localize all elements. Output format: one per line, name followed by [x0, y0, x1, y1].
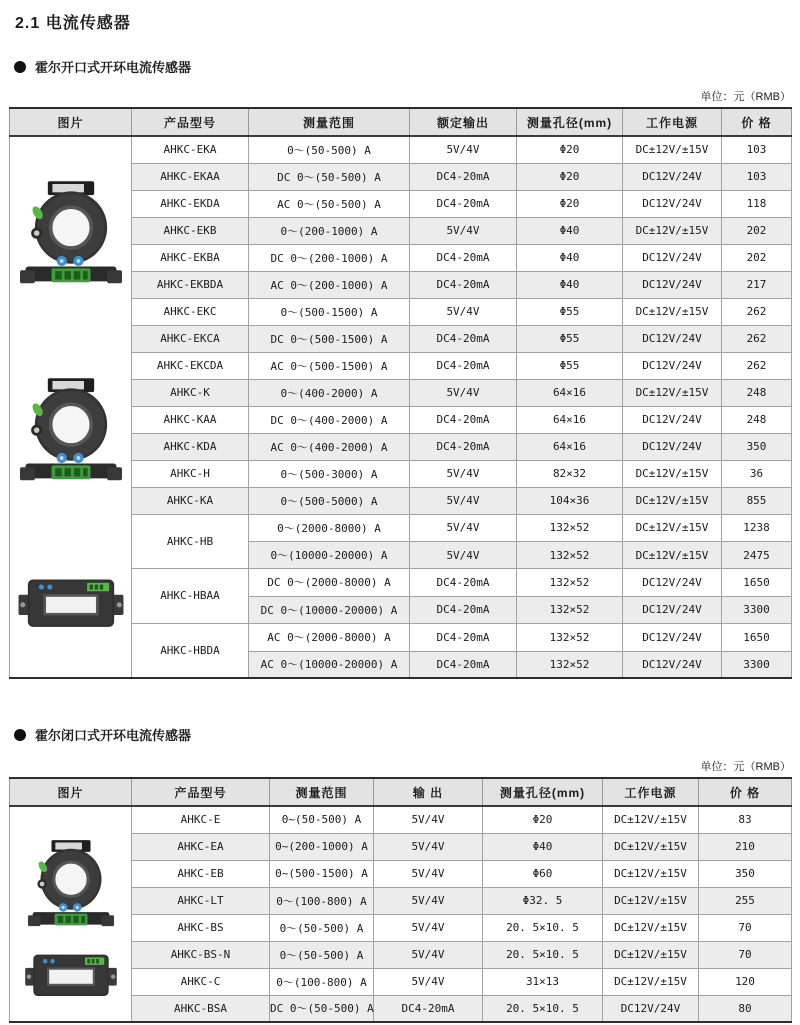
measure-range-cell: DC 0～(400-2000) A	[249, 406, 410, 433]
product-model-cell: AHKC-EKA	[132, 136, 249, 163]
product-model-cell: AHKC-EKB	[132, 217, 249, 244]
product-model-cell: AHKC-EKDA	[132, 190, 249, 217]
product-model-cell: AHKC-K	[132, 379, 249, 406]
product-model-cell: AHKC-EB	[132, 860, 270, 887]
work-power-cell: DC±12V/±15V	[623, 298, 722, 325]
rated-output-cell: DC4-20mA	[410, 190, 517, 217]
price-cell: 36	[722, 460, 792, 487]
price-cell: 255	[699, 887, 792, 914]
price-cell: 3300	[722, 596, 792, 623]
price-cell: 350	[699, 860, 792, 887]
rated-output-cell: DC4-20mA	[410, 433, 517, 460]
rated-output-cell: 5V/4V	[374, 941, 483, 968]
price-cell: 217	[722, 271, 792, 298]
price-cell: 855	[722, 487, 792, 514]
work-power-cell: DC±12V/±15V	[603, 833, 699, 860]
rated-output-cell: DC4-20mA	[374, 995, 483, 1022]
measure-range-cell: 0～(100-800) A	[270, 968, 374, 995]
measure-range-cell: AC 0～(10000-20000) A	[249, 651, 410, 678]
product-model-cell: AHKC-EKBDA	[132, 271, 249, 298]
measure-range-cell: DC 0～(200-1000) A	[249, 244, 410, 271]
work-power-cell: DC±12V/±15V	[603, 806, 699, 833]
photo-stack	[10, 807, 131, 1021]
aperture-cell: 132×52	[517, 569, 623, 597]
measure-range-cell: DC 0～(50-500) A	[270, 995, 374, 1022]
measure-range-cell: AC 0～(2000-8000) A	[249, 623, 410, 651]
rated-output-cell: 5V/4V	[410, 542, 517, 569]
rated-output-cell: 5V/4V	[410, 487, 517, 514]
work-power-cell: DC12V/24V	[623, 623, 722, 651]
work-power-cell: DC±12V/±15V	[603, 914, 699, 941]
aperture-cell: Φ20	[483, 806, 603, 833]
rated-output-cell: 5V/4V	[410, 379, 517, 406]
price-cell: 350	[722, 433, 792, 460]
work-power-cell: DC12V/24V	[623, 244, 722, 271]
measure-range-cell: AC 0～(200-1000) A	[249, 271, 410, 298]
product-model-cell: AHKC-KDA	[132, 433, 249, 460]
measure-range-cell: DC 0～(50-500) A	[249, 163, 410, 190]
price-cell: 262	[722, 352, 792, 379]
col-header-output: 额定输出	[410, 108, 517, 136]
work-power-cell: DC±12V/±15V	[623, 514, 722, 542]
price-cell: 83	[699, 806, 792, 833]
aperture-cell: 132×52	[517, 514, 623, 542]
col-header-model: 产品型号	[132, 778, 270, 806]
work-power-cell: DC±12V/±15V	[603, 887, 699, 914]
unit-label: 单位：元（RMB）	[700, 761, 791, 773]
aperture-cell: 82×32	[517, 460, 623, 487]
aperture-cell: 132×52	[517, 542, 623, 569]
aperture-cell: 132×52	[517, 651, 623, 678]
work-power-cell: DC12V/24V	[623, 651, 722, 678]
work-power-cell: DC±12V/±15V	[603, 860, 699, 887]
price-cell: 3300	[722, 651, 792, 678]
col-header-price: 价 格	[722, 108, 792, 136]
measure-range-cell: DC 0～(2000-8000) A	[249, 569, 410, 597]
aperture-cell: Φ40	[517, 217, 623, 244]
measure-range-cell: DC 0～(500-1500) A	[249, 325, 410, 352]
rated-output-cell: 5V/4V	[374, 968, 483, 995]
product-model-cell: AHKC-BS-N	[132, 941, 270, 968]
product-model-cell: AHKC-HBDA	[132, 623, 249, 678]
measure-range-cell: 0~(200-1000) A	[270, 833, 374, 860]
price-cell: 1238	[722, 514, 792, 542]
rated-output-cell: DC4-20mA	[410, 623, 517, 651]
measure-range-cell: 0～(200-1000) A	[249, 217, 410, 244]
aperture-cell: Φ32. 5	[483, 887, 603, 914]
price-cell: 2475	[722, 542, 792, 569]
work-power-cell: DC12V/24V	[623, 163, 722, 190]
product-photos-cell	[10, 806, 132, 1022]
header-row	[10, 108, 792, 136]
product-model-cell: AHKC-H	[132, 460, 249, 487]
col-header-aperture: 测量孔径(mm)	[517, 108, 623, 136]
col-header-power: 工作电源	[603, 778, 699, 806]
measure-range-cell: 0～(500-5000) A	[249, 487, 410, 514]
product-model-cell: AHKC-HB	[132, 514, 249, 569]
measure-range-cell: 0~(500-1500) A	[270, 860, 374, 887]
col-header-picture: 图片	[10, 778, 132, 806]
section-heading-label: 霍尔闭口式开环电流传感器	[35, 728, 192, 743]
measure-range-cell: AC 0～(50-500) A	[249, 190, 410, 217]
work-power-cell: DC±12V/±15V	[623, 542, 722, 569]
closed-type-sensor-table	[9, 777, 792, 1023]
aperture-cell: 20. 5×10. 5	[483, 995, 603, 1022]
price-cell: 1650	[722, 569, 792, 597]
open-rect-sensor-photo	[16, 573, 126, 635]
price-cell: 120	[699, 968, 792, 995]
work-power-cell: DC12V/24V	[623, 190, 722, 217]
rated-output-cell: 5V/4V	[374, 887, 483, 914]
unit-label: 单位：元（RMB）	[700, 91, 791, 103]
measure-range-cell: 0～(100-800) A	[270, 887, 374, 914]
col-header-price: 价 格	[699, 778, 792, 806]
measure-range-cell: 0～(50-500) A	[249, 136, 410, 163]
section-heading-closed-type	[14, 725, 791, 744]
measure-range-cell: AC 0～(400-2000) A	[249, 433, 410, 460]
price-cell: 103	[722, 136, 792, 163]
work-power-cell: DC±12V/±15V	[603, 941, 699, 968]
aperture-cell: 20. 5×10. 5	[483, 914, 603, 941]
aperture-cell: Φ40	[517, 271, 623, 298]
rated-output-cell: DC4-20mA	[410, 271, 517, 298]
section-heading-open-type	[14, 57, 791, 76]
aperture-cell: Φ55	[517, 352, 623, 379]
measure-range-cell: 0～(50-500) A	[270, 914, 374, 941]
col-header-model: 产品型号	[132, 108, 249, 136]
price-cell: 262	[722, 298, 792, 325]
price-cell: 103	[722, 163, 792, 190]
bullet-icon	[14, 61, 26, 73]
work-power-cell: DC12V/24V	[623, 406, 722, 433]
work-power-cell: DC±12V/±15V	[623, 487, 722, 514]
aperture-cell: Φ55	[517, 325, 623, 352]
rated-output-cell: 5V/4V	[374, 860, 483, 887]
measure-range-cell: 0～(2000-8000) A	[249, 514, 410, 542]
open-ring-sensor-photo-small	[20, 179, 122, 291]
aperture-cell: 104×36	[517, 487, 623, 514]
product-model-cell: AHKC-HBAA	[132, 569, 249, 624]
measure-range-cell: DC 0～(10000-20000) A	[249, 596, 410, 623]
price-cell: 262	[722, 325, 792, 352]
bullet-icon	[14, 729, 26, 741]
aperture-cell: Φ40	[483, 833, 603, 860]
rated-output-cell: 5V/4V	[410, 514, 517, 542]
col-header-output: 输 出	[374, 778, 483, 806]
rated-output-cell: DC4-20mA	[410, 163, 517, 190]
work-power-cell: DC±12V/±15V	[603, 968, 699, 995]
product-row	[10, 136, 792, 163]
aperture-cell: 64×16	[517, 406, 623, 433]
product-model-cell: AHKC-EKCA	[132, 325, 249, 352]
price-cell: 1650	[722, 623, 792, 651]
measure-range-cell: 0～(50-500) A	[270, 941, 374, 968]
page-title: 2.1 电流传感器	[15, 15, 131, 32]
price-cell: 70	[699, 914, 792, 941]
aperture-cell: Φ20	[517, 136, 623, 163]
aperture-cell: Φ55	[517, 298, 623, 325]
price-cell: 248	[722, 379, 792, 406]
rated-output-cell: 5V/4V	[374, 833, 483, 860]
aperture-cell: 132×52	[517, 623, 623, 651]
measure-range-cell: 0～(400-2000) A	[249, 379, 410, 406]
aperture-cell: Φ20	[517, 190, 623, 217]
col-header-picture: 图片	[10, 108, 132, 136]
product-model-cell: AHKC-BS	[132, 914, 270, 941]
work-power-cell: DC12V/24V	[623, 596, 722, 623]
product-model-cell: AHKC-EA	[132, 833, 270, 860]
product-model-cell: AHKC-EKCDA	[132, 352, 249, 379]
aperture-cell: Φ40	[517, 244, 623, 271]
work-power-cell: DC12V/24V	[623, 325, 722, 352]
rated-output-cell: DC4-20mA	[410, 596, 517, 623]
product-model-cell: AHKC-KAA	[132, 406, 249, 433]
product-model-cell: AHKC-LT	[132, 887, 270, 914]
price-cell: 70	[699, 941, 792, 968]
price-cell: 202	[722, 244, 792, 271]
price-cell: 248	[722, 406, 792, 433]
product-model-cell: AHKC-EKBA	[132, 244, 249, 271]
rated-output-cell: DC4-20mA	[410, 244, 517, 271]
product-model-cell: AHKC-EKC	[132, 298, 249, 325]
rated-output-cell: DC4-20mA	[410, 651, 517, 678]
product-model-cell: AHKC-EKAA	[132, 163, 249, 190]
product-model-cell: AHKC-C	[132, 968, 270, 995]
col-header-power: 工作电源	[623, 108, 722, 136]
aperture-cell: Φ60	[483, 860, 603, 887]
col-header-range: 测量范围	[249, 108, 410, 136]
work-power-cell: DC12V/24V	[623, 433, 722, 460]
price-cell: 202	[722, 217, 792, 244]
rated-output-cell: DC4-20mA	[410, 352, 517, 379]
aperture-cell: 132×52	[517, 596, 623, 623]
open-ring-sensor-photo-medium	[20, 376, 122, 488]
header-row	[10, 778, 792, 806]
aperture-cell: 31×13	[483, 968, 603, 995]
rated-output-cell: 5V/4V	[374, 806, 483, 833]
product-model-cell: AHKC-BSA	[132, 995, 270, 1022]
work-power-cell: DC12V/24V	[623, 569, 722, 597]
rated-output-cell: DC4-20mA	[410, 406, 517, 433]
col-header-aperture: 测量孔径(mm)	[483, 778, 603, 806]
product-row	[10, 806, 792, 833]
price-cell: 80	[699, 995, 792, 1022]
section-heading-label: 霍尔开口式开环电流传感器	[35, 60, 192, 75]
product-model-cell: AHKC-E	[132, 806, 270, 833]
measure-range-cell: 0～(500-1500) A	[249, 298, 410, 325]
aperture-cell: 64×16	[517, 433, 623, 460]
work-power-cell: DC±12V/±15V	[623, 217, 722, 244]
rated-output-cell: 5V/4V	[410, 136, 517, 163]
measure-range-cell: AC 0～(500-1500) A	[249, 352, 410, 379]
photo-stack	[10, 137, 131, 677]
price-cell: 210	[699, 833, 792, 860]
open-type-sensor-table	[9, 107, 792, 679]
price-cell: 118	[722, 190, 792, 217]
product-model-cell: AHKC-KA	[132, 487, 249, 514]
rated-output-cell: 5V/4V	[374, 914, 483, 941]
work-power-cell: DC±12V/±15V	[623, 460, 722, 487]
work-power-cell: DC±12V/±15V	[623, 379, 722, 406]
product-photos-cell	[10, 136, 132, 678]
measure-range-cell: 0～(10000-20000) A	[249, 542, 410, 569]
rated-output-cell: 5V/4V	[410, 298, 517, 325]
work-power-cell: DC12V/24V	[623, 352, 722, 379]
rated-output-cell: DC4-20mA	[410, 325, 517, 352]
rated-output-cell: 5V/4V	[410, 460, 517, 487]
measure-range-cell: 0～(500-3000) A	[249, 460, 410, 487]
col-header-range: 测量范围	[270, 778, 374, 806]
closed-ring-sensor-photo	[28, 838, 114, 933]
work-power-cell: DC±12V/±15V	[623, 136, 722, 163]
aperture-cell: 64×16	[517, 379, 623, 406]
rated-output-cell: 5V/4V	[410, 217, 517, 244]
rated-output-cell: DC4-20mA	[410, 569, 517, 597]
aperture-cell: 20. 5×10. 5	[483, 941, 603, 968]
closed-rect-sensor-photo	[23, 949, 119, 1003]
work-power-cell: DC12V/24V	[603, 995, 699, 1022]
aperture-cell: Φ20	[517, 163, 623, 190]
measure-range-cell: 0~(50-500) A	[270, 806, 374, 833]
work-power-cell: DC12V/24V	[623, 271, 722, 298]
